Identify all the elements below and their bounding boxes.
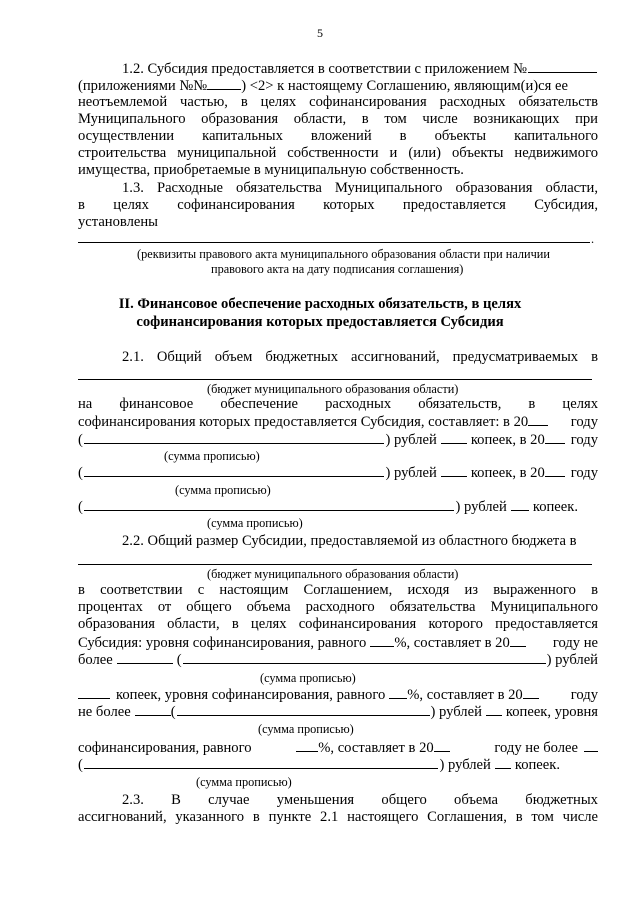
blank <box>545 431 565 444</box>
blank <box>528 413 548 426</box>
p21-row1: ( ) рублей копеек, в 20 году <box>78 432 598 448</box>
caption-budget: (бюджет муниципального образования области) <box>207 382 459 396</box>
blank <box>84 756 439 769</box>
p13-line1: 1.3. Расходные обязательства Муниципального образования области, <box>122 180 598 196</box>
p12-line4: Муниципального образования области, в том числе возникающих при <box>78 111 598 127</box>
blank <box>584 739 598 752</box>
blank <box>207 77 241 90</box>
p21-line2: на финансовое обеспечение расходных обязательств, в целях <box>78 396 598 412</box>
caption-requisites-2: правового акта на дату подписания соглашения) <box>211 262 464 276</box>
p23-line1: 2.3. В случае уменьшения общего объема бюджетных <box>122 792 598 808</box>
section-heading-line1: II. Финансовое обеспечение расходных обязательств, в целях <box>118 296 522 312</box>
p13-line3: установлены <box>78 214 158 230</box>
blank <box>296 739 318 752</box>
budget-line-2 <box>78 564 592 565</box>
p12-line5: осуществлении капитальных вложений в объекты капитального <box>78 128 598 144</box>
blank <box>370 634 394 647</box>
p22-line7: копеек, уровня софинансирования, равного %, составляет в 20 году <box>78 686 598 703</box>
p22-line4: образования области, в целях софинансирования которого предоставляется <box>78 616 598 632</box>
p12-line6: строительства муниципальной собственности и (или) объекты недвижимого <box>78 145 598 161</box>
period: . <box>591 232 595 246</box>
blank <box>183 651 546 664</box>
caption-words-3: (сумма прописью) <box>207 516 303 530</box>
blank <box>434 739 450 752</box>
p22-line6: более ( ) рублей <box>78 652 598 668</box>
p12-line2: (приложениями №№ ) <2> к настоящему Соглашению, являющим(и)ся ее <box>78 78 568 94</box>
requisites-line <box>78 242 590 243</box>
caption-words-6: (сумма прописью) <box>196 775 292 789</box>
blank <box>545 464 565 477</box>
blank <box>523 686 539 699</box>
blank <box>177 703 430 716</box>
budget-line <box>78 379 592 380</box>
p12-line1: 1.2. Субсидия предоставляется в соответствии с приложением № <box>78 60 598 77</box>
p21-line3: софинансирования которых предоставляется Субсидия, составляет: в 20 году <box>78 414 598 430</box>
p22-line10: ( ) рублей копеек. <box>78 757 560 773</box>
blank <box>495 756 511 769</box>
caption-words-1: (сумма прописью) <box>164 449 260 463</box>
blank <box>441 464 467 477</box>
blank <box>84 498 455 511</box>
blank <box>117 651 173 664</box>
p12-line7: имущества, приобретаемые в муниципальную собственность. <box>78 162 464 178</box>
page-number: 5 <box>317 26 323 40</box>
blank <box>389 686 407 699</box>
p22-line3: процентах от общего объема расходного обязательства Муниципального <box>78 599 598 615</box>
blank <box>441 431 467 444</box>
blank <box>511 498 529 511</box>
caption-words-2: (сумма прописью) <box>175 483 271 497</box>
p21-line1: 2.1. Общий объем бюджетных ассигнований, предусматриваемых в <box>122 349 598 365</box>
blank <box>135 703 171 716</box>
section-heading-line2: софинансирования которых предоставляется Субсидия <box>136 314 504 330</box>
blank <box>486 703 502 716</box>
p22-line2: в соответствии с настоящим Соглашением, исходя из выраженного в <box>78 582 598 598</box>
caption-requisites-1: (реквизиты правового акта муниципального образования области при наличии <box>137 247 550 261</box>
p21-row2: ( ) рублей копеек, в 20 году <box>78 465 598 481</box>
caption-budget-2: (бюджет муниципального образования области) <box>207 567 459 581</box>
caption-words-5: (сумма прописью) <box>258 722 354 736</box>
p21-row3: ( ) рублей копеек. <box>78 499 578 515</box>
caption-words-4: (сумма прописью) <box>260 671 356 685</box>
p23-line2: ассигнований, указанного в пункте 2.1 настоящего Соглашения, в том числе <box>78 809 598 825</box>
p22-line5: Субсидия: уровня софинансирования, равного %, составляет в 20 году не <box>78 635 598 651</box>
p22-line9: софинансирования, равного %, составляет в 20 году не более <box>78 739 598 756</box>
blank <box>510 634 526 647</box>
blank <box>84 464 385 477</box>
blank <box>84 431 385 444</box>
blank <box>78 686 110 699</box>
p22-line1: 2.2. Общий размер Субсидии, предоставляемой из областного бюджета в <box>122 533 577 549</box>
p13-line2: в целях софинансирования которых предоставляется Субсидия, <box>78 197 598 213</box>
blank <box>528 60 597 73</box>
p22-line8: не более ( ) рублей копеек, уровня <box>78 704 598 720</box>
p12-line3: неотъемлемой частью, в целях софинансирования расходных обязательств <box>78 94 598 110</box>
